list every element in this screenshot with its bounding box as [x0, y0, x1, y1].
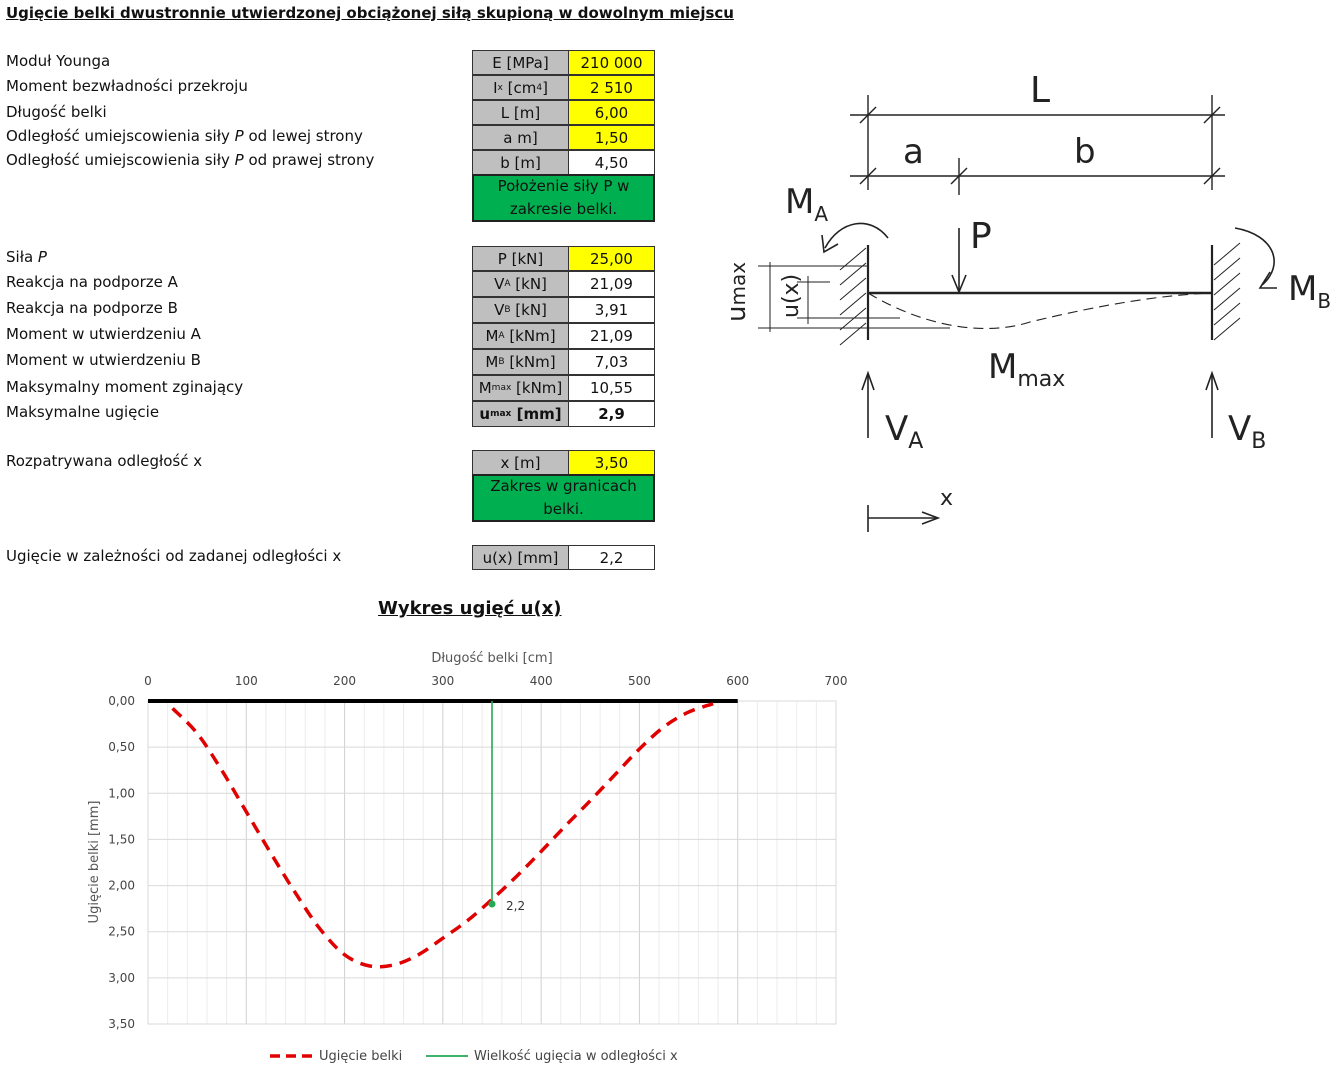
label-max-deflection: Maksymalne ugięcie: [6, 403, 160, 421]
diagram-label-L: L: [1030, 70, 1051, 111]
label-reaction-A: Reakcja na podporze A: [6, 273, 178, 291]
diagram-label-umax: umax: [722, 261, 752, 322]
unit-E: E [MPa]: [472, 50, 569, 75]
y-tick-label: 2,00: [108, 878, 135, 893]
y-tick-label: 2,50: [108, 924, 135, 939]
label-moment-of-inertia: Moment bezwładności przekroju: [6, 77, 248, 95]
unit-x: x [m]: [472, 450, 569, 475]
x-tick-label: 500: [627, 674, 651, 688]
value-MA: 21,09: [568, 323, 655, 349]
label-position-x: Rozpatrywana odległość x: [6, 452, 203, 470]
value-VA: 21,09: [568, 271, 655, 297]
diagram-label-P: P: [970, 216, 992, 257]
value-b: 4,50: [568, 150, 655, 175]
diagram-label-ux: u(x): [779, 273, 804, 318]
diagram-label-b: b: [1074, 132, 1096, 172]
input-x[interactable]: 3,50: [568, 450, 655, 475]
label-young-modulus: Moduł Younga: [6, 52, 111, 70]
unit-VB: V B [kN]: [472, 297, 569, 323]
unit-umax: u max [mm]: [472, 401, 569, 427]
label-max-moment: Maksymalny moment zginający: [6, 378, 244, 396]
label-force-P: Siła P: [6, 248, 47, 266]
label-distance-b: Odległość umiejscowienia siły P od prawej strony: [6, 151, 375, 169]
x-tick-label: 700: [824, 674, 848, 688]
status-range: Zakres w granicach belki.: [472, 474, 655, 522]
input-L[interactable]: 6,00: [568, 100, 655, 125]
x-tick-label: 0: [144, 674, 152, 688]
marker-point: [489, 901, 496, 908]
diagram-label-x: x: [940, 486, 954, 511]
status-force-position: Położenie siły P w zakresie belki.: [472, 174, 655, 222]
input-a[interactable]: 1,50: [568, 125, 655, 150]
y-axis-title: Ugięcie belki [mm]: [87, 800, 102, 924]
value-Mmax: 10,55: [568, 375, 655, 401]
y-tick-label: 3,50: [108, 1017, 135, 1031]
value-umax: 2,9: [568, 401, 655, 427]
label-beam-length: Długość belki: [6, 103, 107, 121]
data-label: 2,2: [506, 899, 526, 914]
unit-b: b [m]: [472, 150, 569, 175]
unit-L: L [m]: [472, 100, 569, 125]
unit-MA: M A [kNm]: [472, 323, 569, 349]
input-E[interactable]: 210 000: [568, 50, 655, 75]
unit-P: P [kN]: [472, 246, 569, 271]
diagram-label-a: a: [903, 132, 924, 172]
x-tick-label: 100: [234, 674, 258, 688]
input-Ix[interactable]: 2 510: [568, 75, 655, 100]
y-tick-label: 3,00: [108, 970, 135, 985]
x-tick-label: 200: [333, 674, 357, 688]
unit-MB: M B [kNm]: [472, 349, 569, 375]
x-tick-label: 600: [726, 674, 750, 688]
diagram-label-MA: $M_A$: [785, 182, 829, 226]
page-title: Ugięcie belki dwustronnie utwierdzonej obciążonej siłą skupioną w dowolnym miejscu: [6, 4, 734, 22]
y-tick-label: 0,00: [108, 694, 135, 708]
value-ux: 2,2: [568, 545, 655, 570]
diagram-label-Mmax: $M_{max}$: [988, 347, 1066, 392]
label-distance-a: Odległość umiejscowienia siły P od lewej strony: [6, 127, 363, 145]
label-deflection-x: Ugięcie w zależności od zadanej odległości x: [6, 547, 342, 565]
diagram-label-MB: $M_B$: [1288, 269, 1332, 313]
legend-label-marker: Wielkość ugięcia w odległości x: [474, 1049, 678, 1064]
unit-ux: u(x) [mm]: [472, 545, 569, 570]
x-tick-label: 400: [529, 674, 553, 688]
value-MB: 7,03: [568, 349, 655, 375]
y-tick-label: 1,00: [108, 786, 135, 801]
unit-a: a m]: [472, 125, 569, 150]
unit-Mmax: M max [kNm]: [472, 375, 569, 401]
unit-Ix: I x [cm 4 ]: [472, 75, 569, 100]
x-axis-title: Długość belki [cm]: [431, 651, 553, 666]
diagram-label-VB: $V_B$: [1228, 409, 1267, 454]
value-VB: 3,91: [568, 297, 655, 323]
unit-VA: V A [kN]: [472, 271, 569, 297]
x-tick-label: 300: [431, 674, 455, 688]
deflection-chart: [0, 640, 870, 1068]
label-moment-A: Moment w utwierdzeniu A: [6, 325, 201, 343]
chart-title: Wykres ugięć u(x): [378, 598, 562, 619]
label-reaction-B: Reakcja na podporze B: [6, 299, 178, 317]
label-moment-B: Moment w utwierdzeniu B: [6, 351, 201, 369]
input-P[interactable]: 25,00: [568, 246, 655, 271]
diagram-label-VA: $V_A$: [885, 409, 924, 454]
y-tick-label: 1,50: [108, 832, 135, 847]
legend-label-deflection: Ugięcie belki: [319, 1049, 403, 1064]
y-tick-label: 0,50: [108, 740, 135, 755]
beam-diagram: [700, 55, 1340, 545]
